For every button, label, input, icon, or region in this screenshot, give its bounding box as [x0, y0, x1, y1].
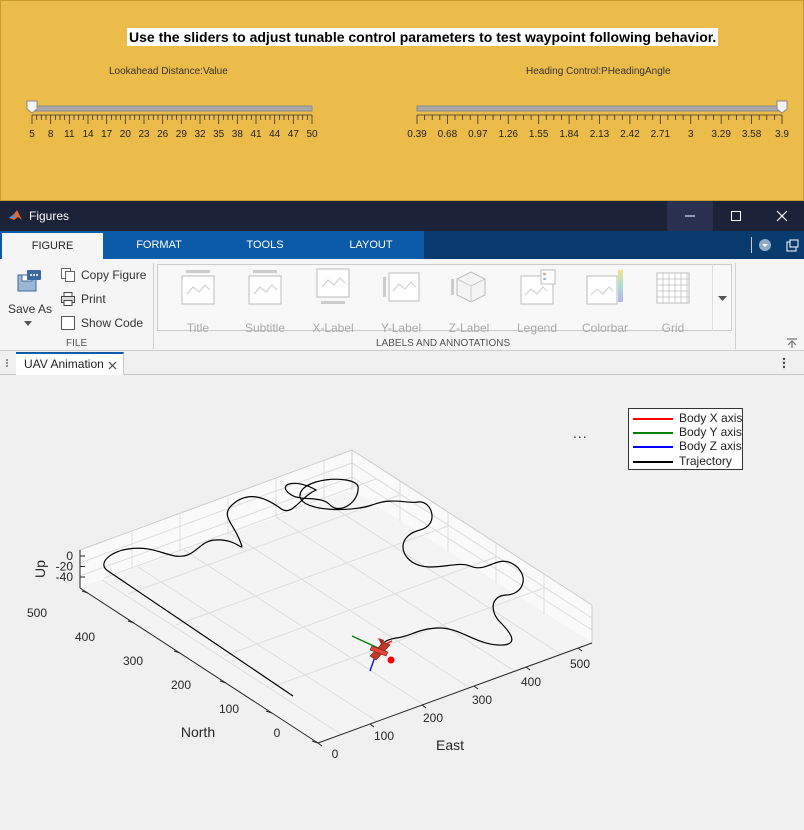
east-axis-label: East — [435, 737, 465, 753]
east-tick-label: 0 — [331, 747, 339, 761]
up-tick-label: -20 — [55, 559, 73, 574]
legend-entry-trajectory — [633, 454, 743, 468]
ribbon-divider — [751, 237, 752, 253]
undock-icon[interactable] — [786, 239, 799, 252]
ribbon-group-divider — [735, 263, 736, 349]
axes-grid — [80, 450, 592, 743]
window-titlebar — [0, 201, 804, 231]
print-label: Print — [81, 292, 106, 306]
slider-tick-label: 14 — [82, 129, 94, 140]
slider-tick-label: 3.58 — [741, 129, 762, 140]
east-tick-label: 500 — [569, 657, 591, 671]
instruction-text: Use the sliders to adjust tunable control parameters to test waypoint following behavior. — [129, 29, 717, 45]
colorbar-icon — [585, 267, 625, 307]
legend-swatch — [633, 418, 673, 420]
slider-tick-label: 26 — [157, 129, 169, 140]
slider-tick-label: 11 — [64, 129, 75, 140]
z-label-icon — [449, 267, 489, 307]
gallery-expand-button[interactable] — [712, 264, 732, 331]
slider-track[interactable] — [32, 106, 312, 111]
labels-group-label: LABELS AND ANNOTATIONS — [376, 338, 511, 349]
title-icon — [178, 267, 218, 307]
minimize-icon — [684, 210, 696, 222]
east-tick-label: 100 — [373, 729, 395, 743]
grid-button-label: Grid — [661, 321, 685, 335]
save-icon — [16, 269, 42, 293]
document-tab[interactable] — [16, 352, 124, 375]
north-tick-label: 400 — [74, 630, 96, 644]
file-group-label: FILE — [66, 338, 88, 349]
show-code-checkbox[interactable] — [60, 315, 150, 333]
maximize-button[interactable] — [713, 201, 759, 231]
legend-swatch — [633, 461, 673, 463]
tab-tools[interactable]: TOOLS — [246, 239, 284, 251]
slider-tick-label: 0.97 — [468, 129, 488, 140]
minimize-button[interactable] — [667, 201, 713, 231]
z-label-button-label: Z-Label — [448, 321, 490, 335]
slider-tick-label: 29 — [175, 129, 187, 140]
quick-access-dropdown-icon[interactable] — [758, 238, 772, 252]
slider-tick-label: 17 — [101, 129, 113, 140]
slider-track[interactable] — [417, 106, 782, 111]
north-tick-label: 200 — [170, 678, 192, 692]
ribbon-tabbar — [0, 231, 804, 259]
lookahead-slider-label: Lookahead Distance:Value — [109, 66, 228, 77]
control-panel — [0, 0, 804, 201]
colorbar-button[interactable] — [573, 267, 637, 333]
slider-tick-label: 0.39 — [407, 129, 427, 140]
slider-tick-label: 38 — [231, 129, 243, 140]
drag-handle-icon[interactable] — [4, 358, 10, 368]
lookahead-slider[interactable] — [23, 97, 323, 143]
legend-icon — [517, 267, 557, 307]
collapse-ribbon-icon[interactable] — [786, 337, 798, 349]
slider-tick-label: 23 — [138, 129, 150, 140]
legend-label: Body X axis — [679, 411, 743, 425]
up-tick-label: -40 — [55, 570, 73, 584]
title-button-label: Title — [186, 321, 210, 335]
legend-entry-body-y — [633, 425, 743, 439]
chevron-down-icon — [718, 296, 728, 302]
print-icon — [60, 291, 76, 307]
legend-entry-body-z — [633, 439, 743, 453]
z-label-button[interactable] — [437, 267, 501, 333]
north-tick-label: 300 — [122, 654, 144, 668]
subtitle-button[interactable] — [233, 267, 297, 333]
copy-figure-button[interactable] — [60, 267, 150, 285]
print-button[interactable] — [60, 291, 150, 309]
slider-tick-label: 50 — [306, 129, 318, 140]
slider-tick-label: 8 — [47, 129, 54, 140]
show-code-label: Show Code — [81, 316, 144, 330]
up-tick-label: 0 — [66, 549, 73, 563]
slider-tick-label: 3 — [687, 129, 694, 140]
legend[interactable] — [628, 408, 743, 470]
slider-tick-label: 1.84 — [559, 129, 579, 140]
document-tabbar — [0, 352, 804, 375]
slider-tick-label: 47 — [287, 129, 299, 140]
document-tab-label: UAV Animation — [24, 357, 104, 371]
legend-swatch — [633, 446, 673, 448]
y-label-button[interactable] — [369, 267, 433, 333]
north-tick-label: 0 — [273, 726, 281, 740]
slider-tick-label: 2.42 — [620, 129, 640, 140]
east-tick — [370, 724, 374, 727]
tab-layout[interactable]: LAYOUT — [349, 239, 393, 251]
legend-swatch — [633, 432, 673, 434]
slider-tick-label: 35 — [213, 129, 225, 140]
title-button[interactable] — [166, 267, 230, 333]
chevron-down-icon — [24, 321, 32, 327]
subtitle-button-label: Subtitle — [244, 321, 286, 335]
legend-label: Body Z axis — [679, 439, 742, 453]
east-tick — [578, 648, 582, 651]
y-label-icon — [381, 267, 421, 307]
east-tick — [422, 705, 426, 708]
tab-figure[interactable]: FIGURE — [2, 231, 103, 259]
colorbar-button-label: Colorbar — [581, 321, 629, 335]
copy-figure-label: Copy Figure — [81, 268, 147, 282]
north-tick-label: 500 — [26, 606, 48, 620]
ribbon — [0, 259, 804, 351]
subtitle-icon — [245, 267, 285, 307]
heading-slider[interactable] — [407, 97, 799, 143]
slider-tick-label: 20 — [119, 129, 131, 140]
axes-toolbar-more-button[interactable]: ... — [573, 425, 588, 441]
slider-tick-label: 5 — [29, 129, 35, 140]
legend-entry-body-x — [633, 411, 743, 425]
more-options-icon[interactable] — [781, 357, 787, 369]
maximize-icon — [730, 210, 742, 222]
slider-tick-label: 1.26 — [498, 129, 518, 140]
slider-tick-label: 41 — [250, 129, 262, 140]
copy-icon — [60, 267, 76, 283]
grid-button[interactable] — [641, 267, 705, 333]
slider-tick-label: 3.29 — [711, 129, 731, 140]
east-tick-label: 400 — [520, 675, 542, 689]
up-axis-label: Up — [32, 560, 48, 578]
slider-tick-label: 32 — [194, 129, 206, 140]
north-axis-label: North — [180, 724, 216, 740]
east-tick — [474, 686, 478, 689]
legend-button-label: Legend — [516, 321, 558, 335]
save-as-button[interactable] — [6, 267, 53, 333]
north-tick-label: 100 — [218, 702, 240, 716]
east-tick-label: 300 — [471, 693, 493, 707]
waypoint-marker — [388, 657, 395, 664]
legend-button[interactable] — [505, 267, 569, 333]
slider-tick-label: 3.9 — [775, 129, 789, 140]
heading-slider-label: Heading Control:PHeadingAngle — [526, 66, 671, 77]
save-as-label: Save As — [8, 302, 53, 316]
east-tick-label: 200 — [422, 711, 444, 725]
window-title: Figures — [29, 209, 70, 223]
east-tick — [526, 667, 530, 670]
slider-tick-label: 0.68 — [437, 129, 458, 140]
y-label-button-label: Y-Label — [380, 321, 422, 335]
legend-label: Body Y axis — [679, 425, 742, 439]
east-tick — [318, 743, 322, 746]
ribbon-group-divider — [153, 263, 154, 349]
close-button[interactable] — [759, 201, 804, 231]
ribbon-tabbar-filler — [424, 231, 804, 259]
slider-tick-label: 44 — [269, 129, 281, 140]
x-label-button[interactable] — [301, 267, 365, 333]
legend-label: Trajectory — [679, 454, 732, 468]
close-icon[interactable] — [108, 361, 117, 370]
matlab-logo-icon — [8, 208, 24, 224]
tab-format[interactable]: FORMAT — [136, 239, 182, 251]
slider-tick-label: 2.13 — [589, 129, 610, 140]
close-icon — [776, 210, 788, 222]
grid-icon — [653, 267, 693, 307]
x-label-icon — [313, 267, 353, 307]
slider-tick-label: 1.55 — [528, 129, 549, 140]
x-label-button-label: X-Label — [312, 321, 354, 335]
checkbox-icon — [61, 316, 75, 330]
slider-tick-label: 2.71 — [650, 129, 671, 140]
